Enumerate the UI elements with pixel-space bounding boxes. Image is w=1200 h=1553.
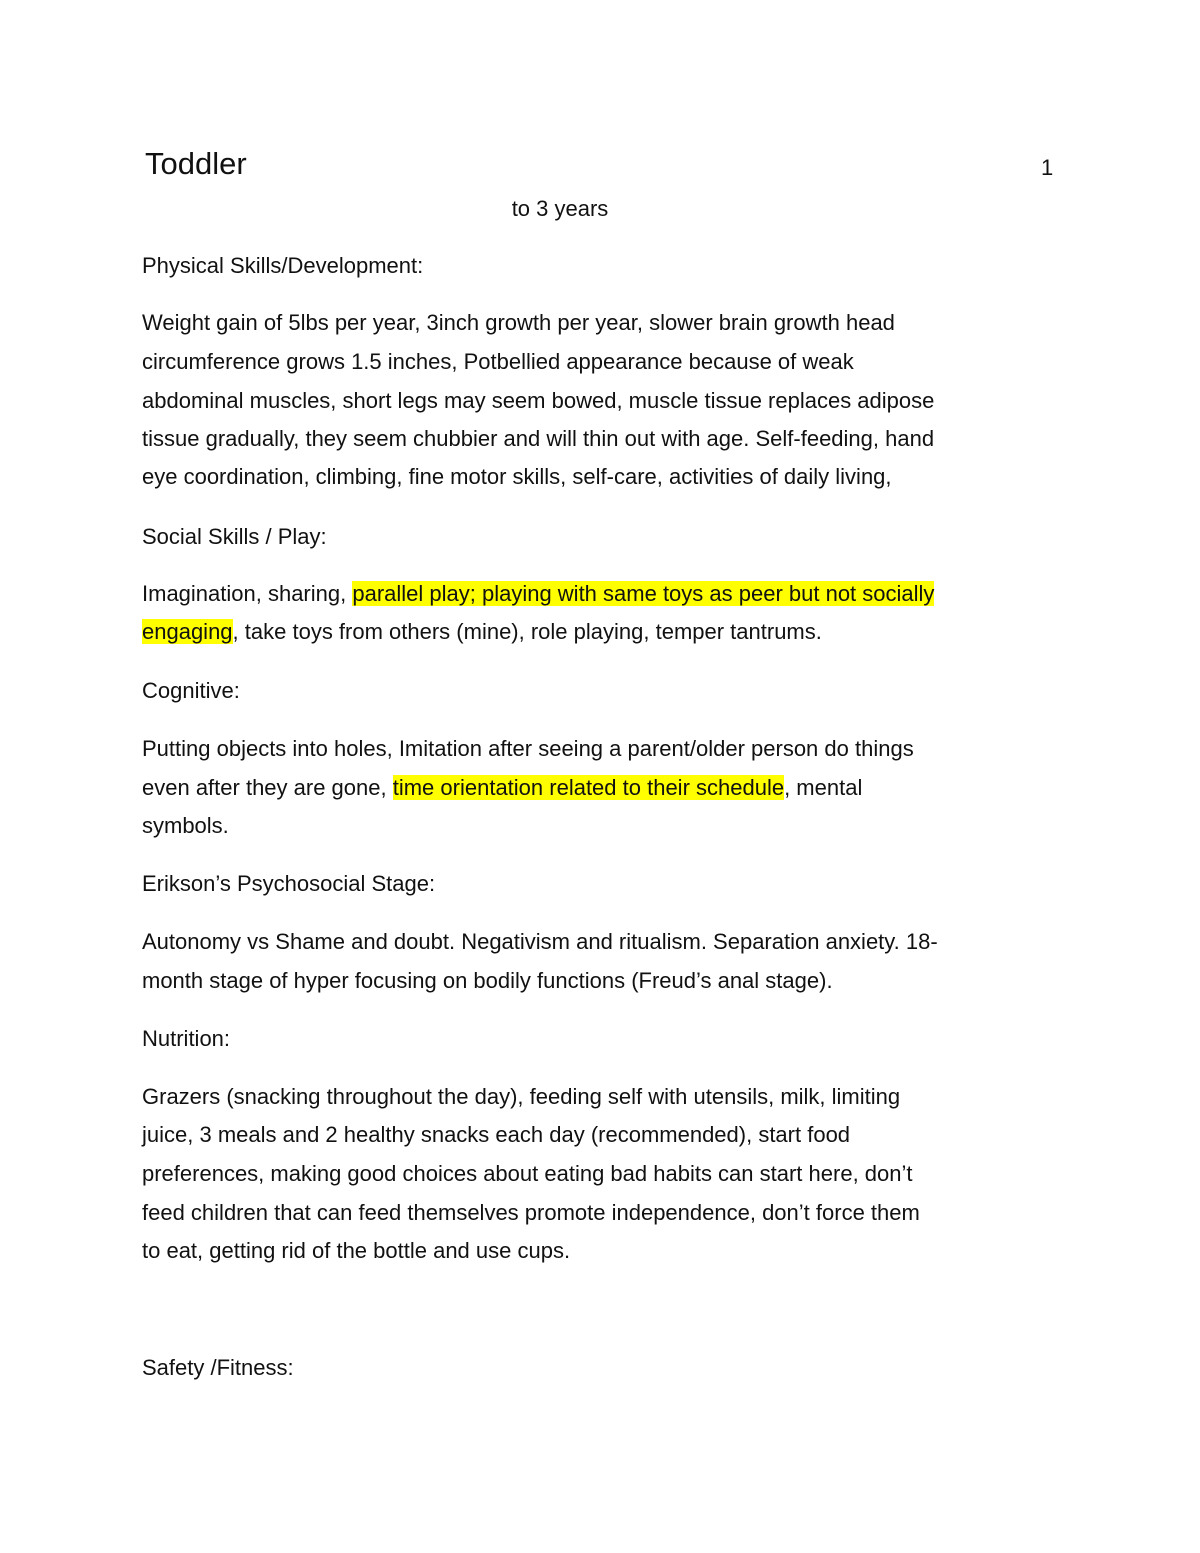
body-text-line <box>142 1159 913 1189</box>
section-heading <box>142 676 240 706</box>
text-run: feed children that can feed themselves promote independence, don’t force them <box>142 1200 920 1225</box>
text-run: Autonomy vs Shame and doubt. Negativism and ritualism. Separation anxiety. 18- <box>142 929 938 954</box>
section-heading <box>142 1353 294 1383</box>
body-text-line <box>142 347 854 377</box>
text-run: , mental <box>784 775 863 800</box>
text-run: juice, 3 meals and 2 healthy snacks each day (recommended), start food <box>142 1122 851 1147</box>
body-text-line <box>142 773 862 803</box>
section-heading <box>142 522 327 552</box>
body-text-line <box>142 927 938 957</box>
text-run: Physical Skills/Development: <box>142 253 424 278</box>
text-run: tissue gradually, they seem chubbier and will thin out with age. Self-feeding, hand <box>142 426 935 451</box>
text-run: Cognitive: <box>142 678 240 703</box>
text-run: even after they are gone, <box>142 775 393 800</box>
body-text-line <box>142 734 914 764</box>
text-run: eye coordination, climbing, fine motor skills, self-care, activities of daily living, <box>142 464 892 489</box>
body-text-line <box>142 386 934 416</box>
text-run: Weight gain of 5lbs per year, 3inch growth per year, slower brain growth head <box>142 310 895 335</box>
body-text-line <box>142 811 229 841</box>
document-subtitle: to 3 years <box>511 196 609 221</box>
text-run: Social Skills / Play: <box>142 524 327 549</box>
body-text-line <box>142 1120 850 1150</box>
highlighted-text: engaging <box>142 619 233 644</box>
body-text-line <box>142 1198 920 1228</box>
text-run: Grazers (snacking throughout the day), feeding self with utensils, milk, limiting <box>142 1084 901 1109</box>
body-text-line <box>142 617 822 647</box>
text-run: circumference grows 1.5 inches, Potbellied appearance because of weak <box>142 349 854 374</box>
text-run: month stage of hyper focusing on bodily functions (Freud’s anal stage). <box>142 968 833 993</box>
text-run: Safety /Fitness: <box>142 1355 294 1380</box>
text-run: Putting objects into holes, Imitation after seeing a parent/older person do things <box>142 736 914 761</box>
text-run: symbols. <box>142 813 229 838</box>
section-heading <box>142 869 435 899</box>
body-text-line <box>142 1236 570 1266</box>
section-heading <box>142 1024 230 1054</box>
body-text-line <box>142 966 833 996</box>
highlighted-text: time orientation related to their schedule <box>392 775 785 800</box>
body-text-line <box>142 308 895 338</box>
text-run: Nutrition: <box>142 1026 231 1051</box>
text-run: Imagination, sharing, <box>142 581 353 606</box>
body-text-line <box>142 579 934 609</box>
section-heading <box>142 251 423 281</box>
text-run: Erikson’s Psychosocial Stage: <box>142 871 436 896</box>
document-title: Toddler <box>145 146 247 181</box>
page-number: 1 <box>1041 155 1054 180</box>
body-text-line <box>142 424 934 454</box>
body-text-line <box>142 462 892 492</box>
text-run: to eat, getting rid of the bottle and use cups. <box>142 1238 571 1263</box>
text-run: preferences, making good choices about eating bad habits can start here, don’t <box>142 1161 913 1186</box>
body-text-line <box>142 1082 900 1112</box>
text-run: abdominal muscles, short legs may seem bowed, muscle tissue replaces adipose <box>142 388 935 413</box>
text-run: , take toys from others (mine), role playing, temper tantrums. <box>232 619 822 644</box>
highlighted-text: parallel play; playing with same toys as peer but not socially <box>352 581 935 606</box>
